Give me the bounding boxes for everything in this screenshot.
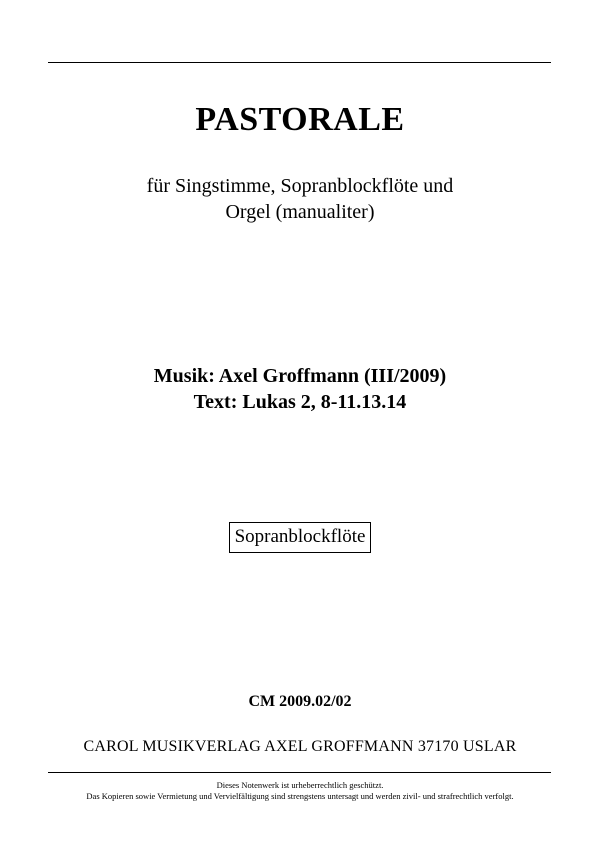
part-label-container	[0, 522, 600, 553]
subtitle-line-1: für Singstimme, Sopranblockflöte und	[146, 175, 454, 197]
catalog-number: CM 2009.02/02	[248, 693, 352, 710]
part-label: Sopranblockflöte	[229, 522, 372, 553]
copyright-notice-line-2: Das Kopieren sowie Vermietung und Vervielfältigung sind strengstens untersagt und werden zivil- und strafrechtlich verfolgt.	[86, 791, 514, 801]
text-credit: Text: Lukas 2, 8-11.13.14	[193, 391, 407, 413]
page-title: PASTORALE	[195, 101, 405, 138]
publisher-line: CAROL MUSIKVERLAG AXEL GROFFMANN 37170 USLAR	[83, 738, 517, 755]
top-divider	[48, 62, 551, 63]
subtitle-line-2: Orgel (manualiter)	[225, 201, 375, 223]
copyright-notice-line-1: Dieses Notenwerk ist urheberrechtlich geschützt.	[216, 780, 384, 790]
music-credit: Musik: Axel Groffmann (III/2009)	[153, 365, 447, 387]
bottom-divider	[48, 772, 551, 773]
